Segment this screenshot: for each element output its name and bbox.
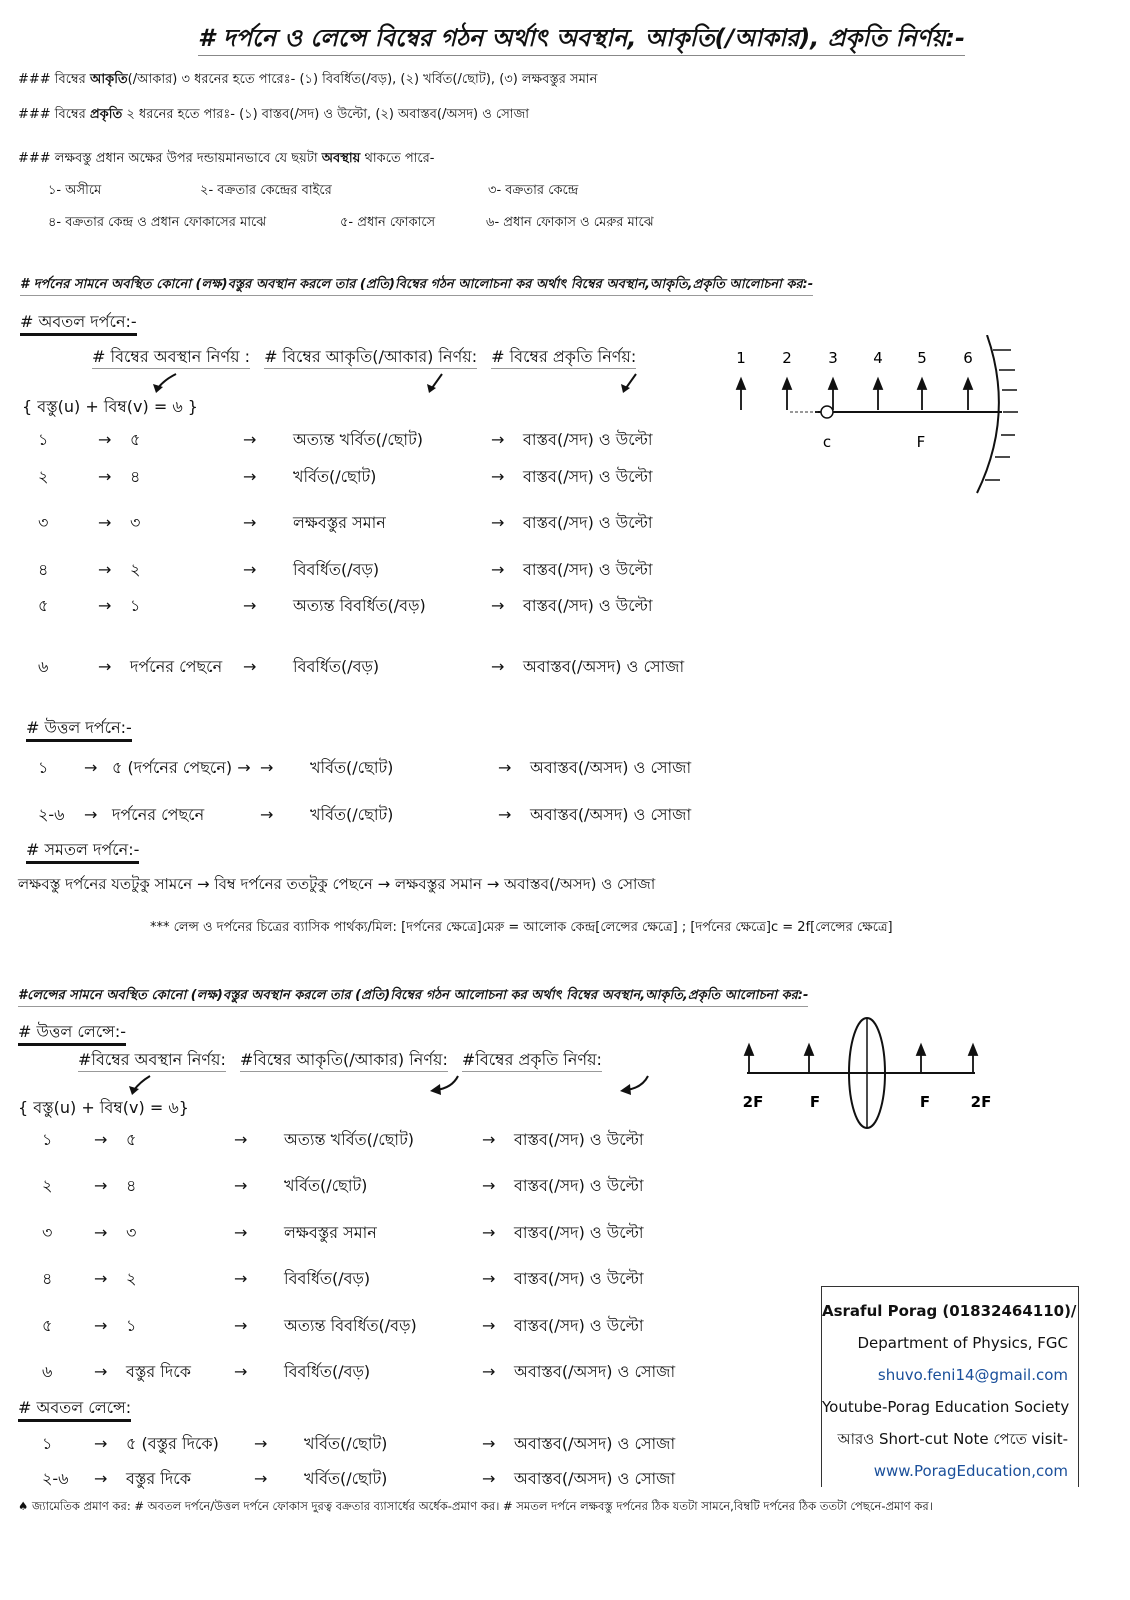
object-position-label: 1	[736, 349, 746, 367]
object-arrow	[783, 379, 791, 410]
image-size: বিবর্ধিত(/বড়)	[293, 560, 380, 579]
table-row	[42, 1128, 652, 1152]
arrow: →	[94, 1130, 108, 1149]
image-size: বিবর্ধিত(/বড়)	[284, 1269, 371, 1288]
arrow: →	[234, 1269, 248, 1288]
object-arrow	[737, 379, 745, 410]
image-nature: বাস্তব(/সদ) ও উল্টো	[514, 1223, 644, 1242]
arrow: →	[482, 1223, 496, 1242]
image-object-position: ১	[38, 430, 49, 449]
image-position: ৫	[126, 1130, 137, 1149]
arrow: →	[482, 1316, 496, 1335]
object-arrow	[829, 379, 837, 410]
object-position-label: 2	[782, 349, 792, 367]
position-item: ৫- প্রধান ফোকাসে	[340, 215, 436, 230]
arrow: →	[491, 657, 505, 676]
plane-mirror-rule: লক্ষবস্তু দর্পনের যতটুকু সামনে → বিম্ব দর্পনের ততটুকু পেছনে → লক্ষবস্তুর সমান → অবাস্তব(/অসদ) ও সোজা	[18, 875, 656, 893]
arrow: →	[491, 513, 505, 532]
positions-intro: ### লক্ষবস্তু প্রধান অক্ষের উপর দন্ডায়মানভাবে যে ছয়টা অবস্থায় থাকতে পারে-	[18, 151, 435, 166]
center-label: c	[822, 433, 832, 451]
arrow: →	[84, 758, 98, 777]
arrow: →	[243, 430, 257, 449]
mirror-section-heading: # দর্পনের সামনে অবস্থিত কোনো (লক্ষ)বস্তুর অবস্থান করলে তার (প্রতি)বিম্বের গঠন আলোচনা কর অর্থাৎ বিম্বের অবস্থান,আকৃতি,প্রকৃতি আলোচনা কর:-	[20, 277, 813, 296]
image-object-position: ৬	[42, 1362, 53, 1381]
arrow: →	[234, 1223, 248, 1242]
table-row	[42, 1467, 683, 1491]
col-nature-header: # বিম্বের প্রকৃতি নির্ণয়:	[491, 347, 636, 369]
image-nature: বাস্তব(/সদ) ও উল্টো	[514, 1176, 644, 1195]
image-size: লক্ষবস্তুর সমান	[293, 513, 386, 532]
arrow: →	[498, 805, 512, 824]
arrow: →	[94, 1223, 108, 1242]
table-row	[42, 1221, 652, 1245]
department: Department of Physics, FGC	[857, 1334, 1068, 1352]
col-nature-header: #বিম্বের প্রকৃতি নির্ণয়:	[462, 1050, 602, 1072]
arrow: →	[482, 1434, 496, 1453]
convex-lens-heading: # উত্তল লেন্সে:-	[18, 1022, 126, 1046]
image-object-position: ৪	[38, 560, 49, 579]
image-nature: বাস্তব(/সদ) ও উল্টো	[523, 596, 653, 615]
concave-mirror-heading: # অবতল দর্পনে:-	[20, 312, 137, 336]
object-arrow	[969, 1045, 977, 1073]
column-headers	[78, 1050, 616, 1072]
plane-mirror-heading: # সমতল দর্পনে:-	[26, 840, 139, 864]
image-size: অত্যন্ত খর্বিত(/ছোট)	[293, 430, 424, 449]
visit-note: আরও Short-cut Note পেতে visit-	[837, 1430, 1068, 1448]
table-row	[42, 1314, 652, 1338]
author-name: Asraful Porag (01832464110)/	[822, 1302, 1077, 1320]
youtube-channel: Youtube-Porag Education Society	[822, 1398, 1070, 1416]
arrow: →	[234, 1316, 248, 1335]
arrow: →	[243, 596, 257, 615]
concave-lens-heading: # অবতল লেন্সে:	[18, 1398, 131, 1422]
arrow: →	[482, 1469, 496, 1488]
image-position: ২	[130, 560, 141, 579]
arrow: →	[243, 467, 257, 486]
formula: { বস্তু(u) + বিম্ব(v) = ৬ }	[22, 397, 198, 416]
focal-point-label: F	[809, 1093, 821, 1111]
focus-label: F	[916, 433, 926, 451]
object-arrow	[964, 379, 972, 410]
image-object-position: ২-৬	[38, 805, 65, 824]
focal-point-label: 2F	[970, 1093, 992, 1111]
footer-proof-note: ♠ জ্যামেতিক প্রমাণ কর: # অবতল দর্পনে/উত্তল দর্পনে ফোকাস দুরত্ব বক্রতার ব্যাসার্ধের অর্ধেক-প্রমাণ কর। # সমতল দর্পনে লক্ষবস্তু দর্পনের ঠিক যতটা সামনে,বিম্বটি দর্পনের ঠিক ততটা পেছনে-প্রমাণ কর।	[18, 1499, 933, 1513]
column-headers	[92, 347, 650, 369]
image-nature: বাস্তব(/সদ) ও উল্টো	[523, 513, 653, 532]
arrow: →	[491, 596, 505, 615]
image-nature: বাস্তব(/সদ) ও উল্টো	[514, 1316, 644, 1335]
table-row	[38, 558, 661, 582]
arrow: →	[482, 1176, 496, 1195]
focal-point-label: F	[919, 1093, 931, 1111]
arrow: →	[491, 560, 505, 579]
lens-mirror-note: *** লেন্স ও দর্পনের চিত্রের ব্যাসিক পার্থক্য/মিল: [দর্পনের ক্ষেত্রে]মেরু = আলোক কেন্দ্র[লেন্সের ক্ষেত্রে] ; [দর্পনের ক্ষেত্রে]c = 2f[লেন্সের ক্ষেত্রে]	[150, 920, 893, 935]
image-nature: অবাস্তব(/অসদ) ও সোজা	[514, 1469, 676, 1488]
arrow: →	[234, 1176, 248, 1195]
image-object-position: ৩	[38, 513, 49, 532]
object-position-label: 6	[963, 349, 973, 367]
arrow: →	[94, 1362, 108, 1381]
arrow: →	[491, 430, 505, 449]
image-object-position: ১	[42, 1434, 53, 1453]
image-nature: বাস্তব(/সদ) ও উল্টো	[523, 430, 653, 449]
col-position-header: # বিম্বের অবস্থান নির্ণয় :	[92, 347, 250, 369]
object-arrow	[805, 1045, 813, 1073]
image-nature: অবাস্তব(/অসদ) ও সোজা	[514, 1434, 676, 1453]
arrow: →	[98, 467, 112, 486]
image-nature: বাস্তব(/সদ) ও উল্টো	[523, 467, 653, 486]
image-size: বিবর্ধিত(/বড়)	[293, 657, 380, 676]
pointer-arrows	[0, 1074, 690, 1096]
image-object-position: ২-৬	[42, 1469, 69, 1488]
image-nature: বাস্তব(/সদ) ও উল্টো	[523, 560, 653, 579]
arrow: →	[491, 467, 505, 486]
image-nature: বাস্তব(/সদ) ও উল্টো	[514, 1269, 644, 1288]
focal-point-label: 2F	[742, 1093, 764, 1111]
image-nature: অবাস্তব(/অসদ) ও সোজা	[530, 758, 692, 777]
lens-section-heading: #লেন্সের সামনে অবস্থিত কোনো (লক্ষ)বস্তুর অবস্থান করলে তার (প্রতি)বিম্বের গঠন আলোচনা কর অর্থাৎ বিম্বের অবস্থান,আকৃতি,প্রকৃতি আলোচনা কর:-	[18, 988, 808, 1007]
image-nature: অবাস্তব(/অসদ) ও সোজা	[523, 657, 685, 676]
object-arrow	[917, 1045, 925, 1073]
col-shape-header: # বিম্বের আকৃতি(/আকার) নির্ণয়:	[264, 347, 477, 369]
image-size: খর্বিত(/ছোট)	[304, 1469, 388, 1488]
concave-mirror-diagram	[735, 335, 1035, 500]
pointer-arrows	[0, 372, 700, 394]
arrow: →	[243, 560, 257, 579]
object-arrow	[918, 379, 926, 410]
image-position: ৪	[126, 1176, 137, 1195]
arrow: →	[98, 560, 112, 579]
image-object-position: ৩	[42, 1223, 53, 1242]
image-object-position: ৪	[42, 1269, 53, 1288]
positions-row	[48, 183, 592, 199]
image-nature: অবাস্তব(/অসদ) ও সোজা	[514, 1362, 676, 1381]
object-position-label: 5	[917, 349, 927, 367]
image-object-position: ৫	[42, 1316, 53, 1335]
image-size: অত্যন্ত খর্বিত(/ছোট)	[284, 1130, 415, 1149]
arrow: →	[94, 1176, 108, 1195]
image-position: ১	[130, 596, 141, 615]
arrow: →	[234, 1362, 248, 1381]
arrow: →	[498, 758, 512, 777]
table-row	[38, 756, 699, 780]
arrow: →	[94, 1316, 108, 1335]
table-row	[38, 428, 661, 452]
nature-types: ### বিম্বের প্রকৃতি ২ ধরনের হতে পারঃ- (১) বাস্তব(/সদ) ও উল্টো, (২) অবাস্তব(/অসদ) ও সোজা	[18, 107, 529, 122]
image-position: দর্পনের পেছনে	[112, 805, 205, 824]
arrow: →	[84, 805, 98, 824]
image-nature: বাস্তব(/সদ) ও উল্টো	[514, 1130, 644, 1149]
image-size: খর্বিত(/ছোট)	[310, 758, 394, 777]
col-position-header: #বিম্বের অবস্থান নির্ণয়:	[78, 1050, 226, 1072]
arrow: →	[94, 1434, 108, 1453]
image-size: বিবর্ধিত(/বড়)	[284, 1362, 371, 1381]
object-position-label: 3	[828, 349, 838, 367]
image-position: ২	[126, 1269, 137, 1288]
image-object-position: ২	[42, 1176, 53, 1195]
convex-lens-diagram	[735, 1015, 1005, 1135]
col-shape-header: #বিম্বের আকৃতি(/আকার) নির্ণয়:	[240, 1050, 448, 1072]
arrow: →	[243, 657, 257, 676]
image-position: দর্পনের পেছনে	[130, 657, 223, 676]
position-item: ২- বক্রতার কেন্দ্রের বাইরে	[200, 183, 332, 198]
table-row	[42, 1432, 683, 1456]
formula: { বস্তু(u) + বিম্ব(v) = ৬}	[18, 1098, 189, 1117]
image-position: ৩	[126, 1223, 137, 1242]
author-contact-box	[821, 1286, 1079, 1487]
object-position-label: 4	[873, 349, 883, 367]
position-item: ৪- বক্রতার কেন্দ্র ও প্রধান ফোকাসের মাঝে	[48, 215, 267, 230]
image-position: ৩	[130, 513, 141, 532]
image-size: লক্ষবস্তুর সমান	[284, 1223, 377, 1242]
positions-row	[48, 215, 668, 231]
arrow: →	[482, 1269, 496, 1288]
table-row	[38, 511, 661, 535]
image-object-position: ১	[38, 758, 49, 777]
table-row	[38, 803, 699, 827]
image-object-position: ৬	[38, 657, 49, 676]
convex-mirror-heading: # উত্তল দর্পনে:-	[26, 718, 132, 742]
image-position: বস্তুর দিকে	[126, 1469, 191, 1488]
table-row	[38, 594, 661, 618]
image-size: খর্বিত(/ছোট)	[293, 467, 377, 486]
table-row	[38, 465, 661, 489]
arrow: →	[254, 1469, 268, 1488]
image-object-position: ২	[38, 467, 49, 486]
image-position: বস্তুর দিকে	[126, 1362, 191, 1381]
image-size: অত্যন্ত বিবর্ধিত(/বড়)	[293, 596, 426, 615]
image-size: অত্যন্ত বিবর্ধিত(/বড়)	[284, 1316, 417, 1335]
object-arrow	[745, 1045, 753, 1073]
image-position: ৫ (বস্তুর দিকে)	[126, 1434, 219, 1453]
arrow: →	[94, 1269, 108, 1288]
image-object-position: ১	[42, 1130, 53, 1149]
image-position: ৪	[130, 467, 141, 486]
arrow: →	[98, 430, 112, 449]
document-title: # দর্পনে ও লেন্সে বিম্বের গঠন অর্থাৎ অবস্থান, আকৃতি(/আকার), প্রকৃতি নির্ণয়:-	[198, 24, 965, 56]
image-size: খর্বিত(/ছোট)	[310, 805, 394, 824]
email-link[interactable]: shuvo.feni14@gmail.com	[877, 1366, 1068, 1384]
table-row	[42, 1174, 652, 1198]
position-item: ৩- বক্রতার কেন্দ্রে	[488, 183, 579, 198]
table-row	[38, 655, 692, 679]
table-row	[42, 1267, 652, 1291]
position-item: ৬- প্রধান ফোকাস ও মেরুর মাঝে	[486, 215, 654, 230]
arrow: →	[98, 596, 112, 615]
arrow: →	[94, 1469, 108, 1488]
arrow: →	[98, 657, 112, 676]
image-size: খর্বিত(/ছোট)	[284, 1176, 368, 1195]
table-row	[42, 1360, 683, 1384]
arrow: →	[260, 758, 274, 777]
arrow: →	[254, 1434, 268, 1453]
image-object-position: ৫	[38, 596, 49, 615]
image-position: ৫	[130, 430, 141, 449]
arrow: →	[243, 513, 257, 532]
image-position: ১	[126, 1316, 137, 1335]
arrow: →	[98, 513, 112, 532]
shape-types: ### বিম্বের আকৃতি(/আকার) ৩ ধরনের হতে পারেঃ- (১) বিবর্ধিত(/বড়), (২) খর্বিত(/ছোট), (৩) লক্ষবস্তুর সমান	[18, 72, 598, 87]
arrow: →	[482, 1362, 496, 1381]
object-arrow	[874, 379, 882, 410]
image-size: খর্বিত(/ছোট)	[304, 1434, 388, 1453]
image-position: ৫ (দর্পনের পেছনে) →	[112, 758, 251, 777]
image-nature: অবাস্তব(/অসদ) ও সোজা	[530, 805, 692, 824]
arrow: →	[234, 1130, 248, 1149]
website-link[interactable]: www.PoragEducation,com	[873, 1462, 1068, 1480]
arrow: →	[260, 805, 274, 824]
position-item: ১- অসীমে	[48, 183, 102, 198]
arrow: →	[482, 1130, 496, 1149]
